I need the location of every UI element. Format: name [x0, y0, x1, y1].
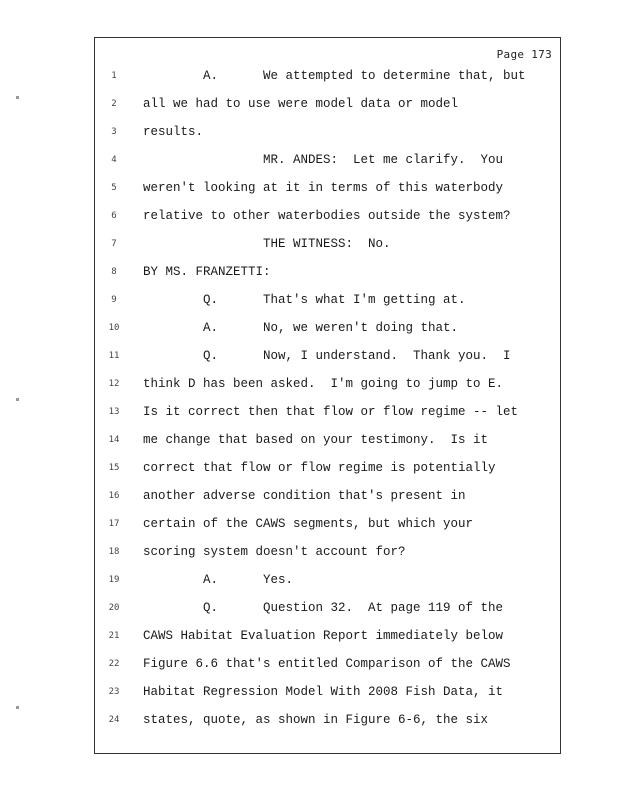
line-text: think D has been asked. I'm going to jump to E. [143, 377, 504, 391]
line-number: 12 [108, 379, 120, 389]
transcript-line [95, 430, 560, 450]
transcript-line [95, 682, 560, 702]
transcript-line [95, 542, 560, 562]
line-text: CAWS Habitat Evaluation Report immediately below [143, 629, 504, 643]
line-text: A. No, we weren't doing that. [143, 321, 459, 335]
line-number: 8 [111, 267, 117, 277]
line-number: 18 [108, 547, 120, 557]
line-number: 20 [108, 603, 120, 613]
transcript-line [95, 402, 560, 422]
page-number: Page 173 [496, 48, 552, 61]
line-text: Q. Now, I understand. Thank you. I [143, 349, 511, 363]
line-number: 1 [111, 71, 117, 81]
line-text: weren't looking at it in terms of this waterbody [143, 181, 504, 195]
line-number: 4 [111, 155, 117, 165]
line-text: results. [143, 125, 204, 139]
line-text: correct that flow or flow regime is potentially [143, 461, 496, 475]
transcript-line [95, 598, 560, 618]
transcript-line [95, 234, 560, 254]
line-text: A. We attempted to determine that, but [143, 69, 526, 83]
line-text: states, quote, as shown in Figure 6-6, the six [143, 713, 489, 727]
line-number: 14 [108, 435, 120, 445]
line-number: 3 [111, 127, 117, 137]
line-text: me change that based on your testimony. Is it [143, 433, 489, 447]
margin-mark-middle [16, 398, 19, 401]
line-text: Q. That's what I'm getting at. [143, 293, 466, 307]
transcript-line [95, 486, 560, 506]
line-text: Q. Question 32. At page 119 of the [143, 601, 504, 615]
line-text: relative to other waterbodies outside the system? [143, 209, 511, 223]
transcript-line [95, 122, 560, 142]
transcript-line [95, 626, 560, 646]
line-number: 15 [108, 463, 120, 473]
margin-mark-top [16, 96, 19, 99]
line-text: Is it correct then that flow or flow regime -- let [143, 405, 519, 419]
margin-mark-bottom [16, 706, 19, 709]
transcript-line [95, 150, 560, 170]
transcript-line [95, 654, 560, 674]
line-number: 16 [108, 491, 120, 501]
line-text: Habitat Regression Model With 2008 Fish Data, it [143, 685, 504, 699]
transcript-line [95, 374, 560, 394]
line-text: scoring system doesn't account for? [143, 545, 406, 559]
line-text: all we had to use were model data or model [143, 97, 459, 111]
transcript-line [95, 514, 560, 534]
line-number: 5 [111, 183, 117, 193]
transcript-line [95, 178, 560, 198]
line-number: 2 [111, 99, 117, 109]
line-number: 17 [108, 519, 120, 529]
line-text: A. Yes. [143, 573, 294, 587]
line-text: certain of the CAWS segments, but which your [143, 517, 474, 531]
transcript-line [95, 346, 560, 366]
line-text: another adverse condition that's present in [143, 489, 466, 503]
transcript-page [94, 37, 561, 754]
line-number: 6 [111, 211, 117, 221]
transcript-line [95, 94, 560, 114]
line-number: 7 [111, 239, 117, 249]
line-number: 9 [111, 295, 117, 305]
line-text: BY MS. FRANZETTI: [143, 265, 271, 279]
line-number: 13 [108, 407, 120, 417]
line-text: MR. ANDES: Let me clarify. You [143, 153, 504, 167]
transcript-line [95, 710, 560, 730]
transcript-line [95, 262, 560, 282]
line-number: 23 [108, 687, 120, 697]
line-number: 10 [108, 323, 120, 333]
transcript-line [95, 206, 560, 226]
transcript-line [95, 458, 560, 478]
line-number: 22 [108, 659, 120, 669]
transcript-line [95, 570, 560, 590]
line-number: 21 [108, 631, 120, 641]
line-number: 11 [108, 351, 120, 361]
transcript-line [95, 66, 560, 86]
transcript-line [95, 318, 560, 338]
transcript-line [95, 290, 560, 310]
line-number: 19 [108, 575, 120, 585]
line-text: THE WITNESS: No. [143, 237, 391, 251]
line-number: 24 [108, 715, 120, 725]
line-text: Figure 6.6 that's entitled Comparison of the CAWS [143, 657, 511, 671]
